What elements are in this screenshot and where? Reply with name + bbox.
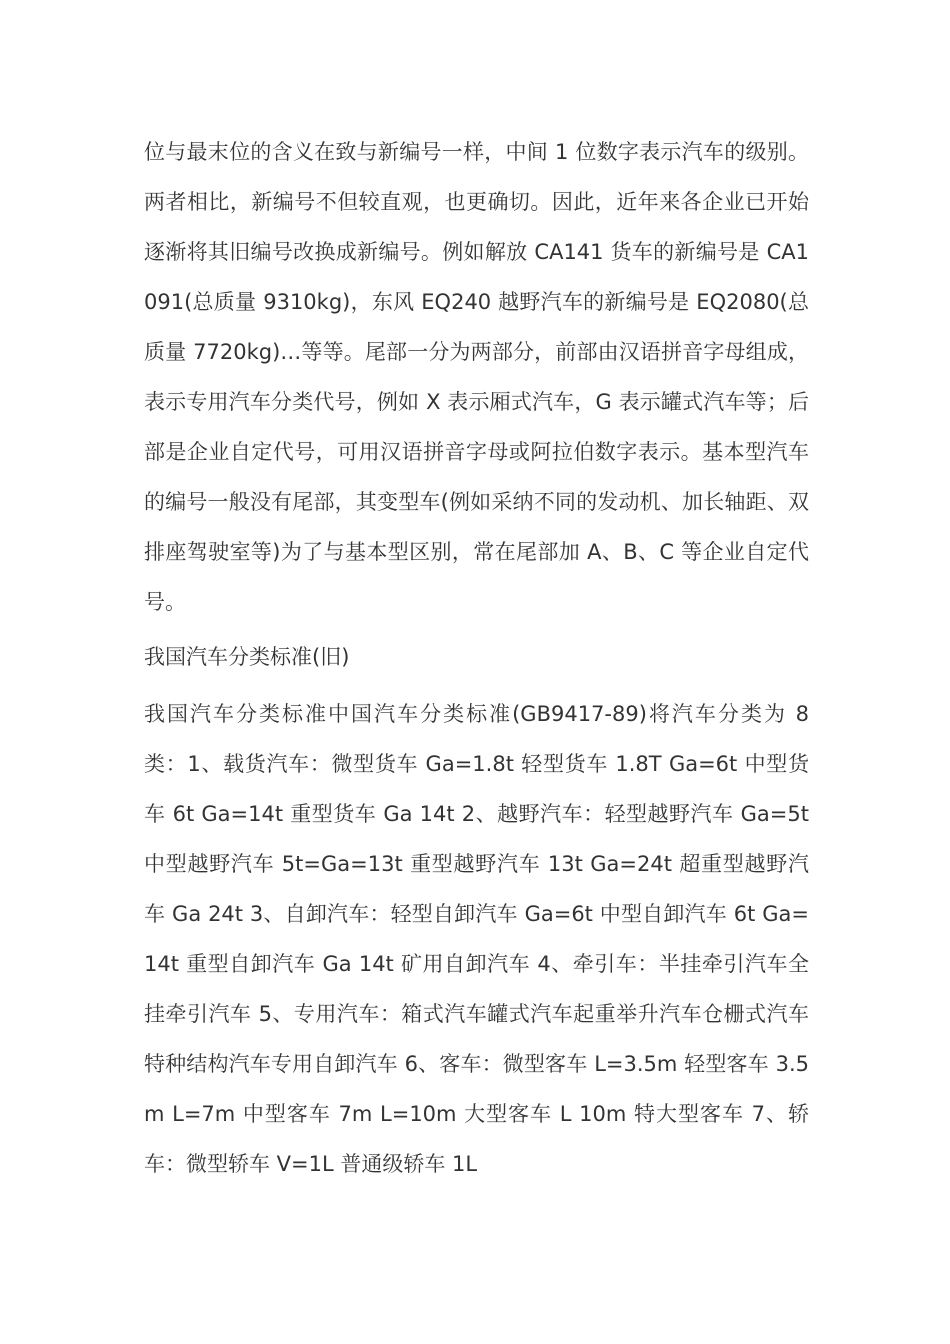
- document-body: [144, 127, 809, 1189]
- section-heading: 我国汽车分类标准(旧): [144, 645, 350, 669]
- paragraph-classification-standard: 我国汽车分类标准中国汽车分类标准(GB9417-89)将汽车分类为 8 类：1、载货汽车：微型货车 Ga=1.8t 轻型货车 1.8T Ga=6t 中型货车 6t Ga=14t 重型货车 Ga 14t 2、越野汽车：轻型越野汽车 Ga=5t 中型越野汽车 5t=Ga=13t 重型越野汽车 13t Ga=24t 超重型越野汽车 Ga 24t 3、自卸汽车：轻型自卸汽车 Ga=6t 中型自卸汽车 6t Ga=14t 重型自卸汽车 Ga 14t 矿用自卸汽车 4、牵引车：半挂牵引汽车全挂牵引汽车 5、专用汽车：箱式汽车罐式汽车起重举升汽车仓栅式汽车特种结构汽车专用自卸汽车 6、客车：微型客车 L=3.5m 轻型客车 3.5m L=7m 中型客车 7m L=10m 大型客车 L 10m 特大型客车 7、轿车：微型轿车 V=1L 普通级轿车 1L: [144, 702, 809, 1176]
- paragraph-vehicle-numbering: 位与最末位的含义在致与新编号一样，中间 1 位数字表示汽车的级别。两者相比，新编号不但较直观，也更确切。因此，近年来各企业已开始逐渐将其旧编号改换成新编号。例如解放 CA141 货车的新编号是 CA1091(总质量 9310kg)，东风 EQ240 越野汽车的新编号是 EQ2080(总质量 7720kg)…等等。尾部一分为两部分，前部由汉语拼音字母组成，表示专用汽车分类代号，例如 X 表示厢式汽车，G 表示罐式汽车等；后部是企业自定代号，可用汉语拼音字母或阿拉伯数字表示。基本型汽车的编号一般没有尾部，其变型车(例如采纳不同的发动机、加长轴距、双排座驾驶室等)为了与基本型区别，常在尾部加 A、B、C 等企业自定代号。: [144, 140, 809, 614]
